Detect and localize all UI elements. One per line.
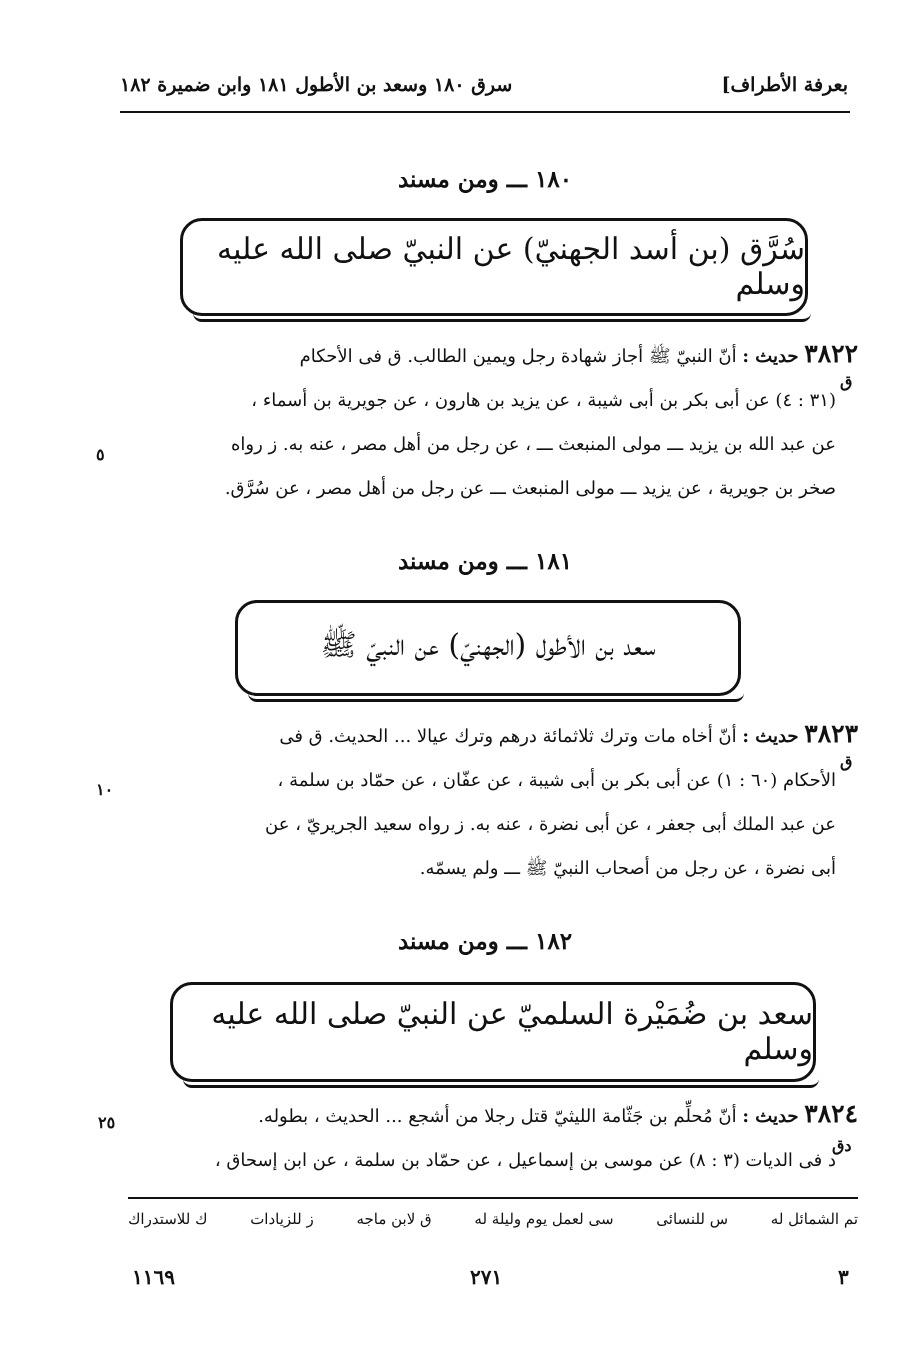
hadith-text: أنّ مُحلِّم بن جَثّامة الليثيّ قتل رجلا من أشجع ... الحديث ، بطوله.: [258, 1106, 737, 1127]
boxed-name-text: سُرَّق (بن أسد الجهنيّ) عن النبيّ صلى الله عليه وسلم: [217, 232, 805, 302]
boxed-name-180: [180, 218, 808, 316]
hadith-line: عن عبد الملك أبى جعفر ، عن أبى نضرة ، عنه به. ز رواه سعيد الجريريّ ، عن: [265, 814, 836, 835]
hadith-line: د فى الديات (٣ : ٨) عن موسى بن إسماعيل ، عن حمّاد بن سلمة ، عن ابن إسحاق ،: [214, 1150, 836, 1171]
hadith-number: ٣٨٢٢: [804, 339, 858, 368]
hadith-text: أنّ النبيّ ﷺ أجاز شهادة رجل ويمين الطالب. ق فى الأحكام: [299, 346, 737, 367]
margin-note-right: دق: [832, 1136, 852, 1155]
margin-note-right: ق: [840, 372, 853, 391]
page-number-left: ١١٦٩: [132, 1265, 175, 1289]
hadith-paragraph-3824: [118, 1092, 858, 1183]
legend-item: تم الشمائل له: [770, 1210, 858, 1228]
hadith-line: الأحكام (٦٠ : ١) عن أبى بكر بن أبى شيبة ، عن عفّان ، عن حمّاد بن سلمة ،: [277, 770, 836, 791]
boxed-name-182: [170, 982, 816, 1082]
hadith-word: حديث :: [742, 346, 799, 367]
hadith-line: (٣١ : ٤) عن أبى بكر بن أبى شيبة ، عن يزيد بن هارون ، عن جويرية بن أسماء ،: [251, 390, 836, 411]
hadith-line: [118, 712, 858, 759]
margin-note-left: ٢٥: [98, 1113, 116, 1132]
hadith-word: حديث :: [742, 1106, 799, 1127]
boxed-name-text: سعد بن ضُمَيْرة السلميّ عن النبيّ صلى الله عليه وسلم: [211, 997, 813, 1067]
running-header: [120, 60, 848, 110]
hadith-line: [118, 1092, 858, 1139]
section-title-181: ١٨١ ـــ ومن مسند: [397, 548, 573, 575]
margin-note-left: ٥: [96, 445, 105, 464]
legend-item: ق لابن ماجه: [356, 1210, 432, 1228]
hadith-line: أبى نضرة ، عن رجل من أصحاب النبيّ ﷺ ـــ ولم يسمّه.: [419, 858, 836, 879]
header-right: بعرفة الأطراف]: [721, 74, 848, 96]
legend-item: س للنسائى: [656, 1210, 729, 1228]
hadith-line: عن عبد الله بن يزيد ـــ مولى المنبعث ـــ ، عن رجل من أهل مصر ، عنه به. ز رواه: [230, 434, 836, 455]
boxed-name-181: [235, 600, 741, 696]
legend-item: سى لعمل يوم وليلة له: [474, 1210, 614, 1228]
hadith-number: ٣٨٢٤: [804, 1099, 858, 1128]
hadith-number: ٣٨٢٣: [804, 719, 858, 748]
section-title-180: ١٨٠ ـــ ومن مسند: [397, 166, 573, 193]
page-number-right: ٣: [838, 1265, 849, 1289]
hadith-paragraph-3823: [118, 712, 858, 891]
header-rule: [120, 111, 850, 113]
section-title-182: ١٨٢ ـــ ومن مسند: [397, 928, 573, 955]
hadith-paragraph-3822: [118, 332, 858, 511]
margin-note-left: ١٠: [96, 780, 114, 799]
hadith-line: [118, 332, 858, 379]
page-number-center: ٢٧١: [470, 1265, 503, 1289]
boxed-name-text: سعد بن الأطول (الجهنيّ) عن النبيّ ﷺ: [320, 627, 656, 663]
hadith-word: حديث :: [742, 726, 799, 747]
margin-note-right: ق: [840, 752, 853, 771]
legend-item: ز للزيادات: [250, 1210, 314, 1228]
header-middle: سرق ١٨٠ وسعد بن الأطول ١٨١ وابن ضميرة ١٨٢: [120, 74, 513, 96]
abbreviation-legend: [128, 1210, 858, 1228]
footer-rule: [128, 1197, 858, 1199]
legend-item: ك للاستدراك: [128, 1210, 208, 1228]
hadith-text: أنّ أخاه مات وترك ثلاثمائة درهم وترك عيالا ... الحديث. ق فى: [279, 726, 737, 747]
hadith-line: صخر بن جويرية ، عن يزيد ـــ مولى المنبعث ـــ عن رجل من أهل مصر ، عن سُرَّق.: [224, 478, 836, 499]
